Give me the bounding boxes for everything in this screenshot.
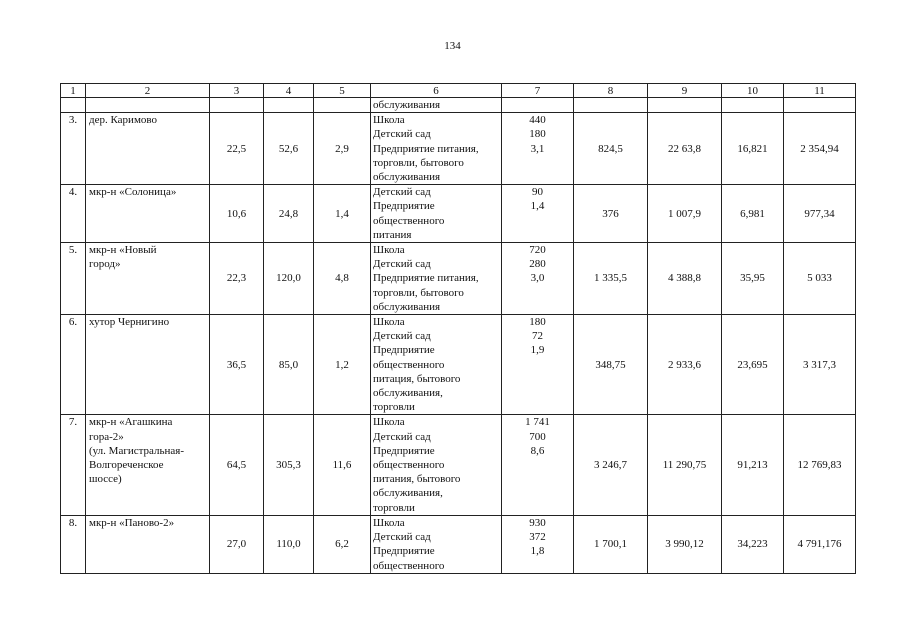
cell-line: торговли: [373, 401, 415, 414]
value-cell-col11: 3 317,3: [784, 315, 856, 415]
cell-line: Предприятие: [373, 545, 435, 558]
cell-line: 72: [532, 330, 543, 343]
cell-line: обслуживания,: [373, 387, 443, 400]
row-number-cell: 7.: [61, 415, 86, 515]
value-cell-col8: 348,75: [574, 315, 648, 415]
cell-line: Предприятие питания,: [373, 272, 479, 285]
facilities-cell: [371, 243, 502, 315]
cell-line: Школа: [373, 416, 405, 429]
cell-line: обслуживания,: [373, 487, 443, 500]
header-row: [61, 84, 856, 98]
cell-line: 1,8: [530, 545, 545, 558]
facilities-cell: [371, 315, 502, 415]
value-cell-col3: 27,0: [210, 515, 264, 573]
facilities-cell: [371, 415, 502, 515]
column-header: 2: [86, 84, 210, 98]
table-row: [61, 185, 856, 243]
value-cell-col9: 4 388,8: [648, 243, 722, 315]
cell-line: город»: [89, 258, 121, 271]
cell-line: торговли: [373, 501, 415, 514]
table-row: [61, 113, 856, 185]
cell-line: Детский сад: [373, 128, 431, 141]
location-cell: [86, 315, 210, 415]
value-cell-col3: 64,5: [210, 415, 264, 515]
table-row: [61, 243, 856, 315]
cell-line: Предприятие: [373, 200, 435, 213]
facilities-cell: [371, 185, 502, 243]
row-number-cell: 3.: [61, 113, 86, 185]
cell-line: 1,9: [530, 344, 545, 357]
cell-line: общественного: [373, 459, 445, 472]
cell-line: питация, бытового: [373, 372, 461, 385]
cell-line: 8,6: [530, 444, 545, 457]
row-number-cell: 4.: [61, 185, 86, 243]
value-cell-col5: 1,4: [314, 185, 371, 243]
cell-line: Детский сад: [373, 531, 431, 544]
value-cell-col5: 1,2: [314, 315, 371, 415]
value-cell-col8: 1 700,1: [574, 515, 648, 573]
column-header: 9: [648, 84, 722, 98]
cell-line: питания, бытового: [373, 473, 461, 486]
value-cell-col4: 110,0: [264, 515, 314, 573]
value-cell-col8: 1 335,5: [574, 243, 648, 315]
value-cell-col10: 35,95: [722, 243, 784, 315]
cell-line: общественного: [373, 214, 445, 227]
value-cell-col4: 120,0: [264, 243, 314, 315]
column-header: 5: [314, 84, 371, 98]
value-cell-col11: 5 033: [784, 243, 856, 315]
value-cell-col9: 2 933,6: [648, 315, 722, 415]
cell-line: мкр-н «Паново-2»: [89, 516, 175, 529]
cell-line: 3,1: [530, 142, 545, 155]
cell-line: Школа: [373, 114, 405, 127]
value-cell-col11: 2 354,94: [784, 113, 856, 185]
value-cell-col9: 3 990,12: [648, 515, 722, 573]
cell-line: 720: [529, 244, 546, 257]
value-cell-col8: 824,5: [574, 113, 648, 185]
value-cell-col4: 24,8: [264, 185, 314, 243]
column-header: 11: [784, 84, 856, 98]
facilities-cell: [371, 515, 502, 573]
cell-line: гора-2»: [89, 430, 124, 443]
column-header: 6: [371, 84, 502, 98]
page-number: 134: [444, 40, 461, 52]
location-cell: [86, 515, 210, 573]
cell-line: питания: [373, 228, 412, 241]
value-cell-col11: 977,34: [784, 185, 856, 243]
capacity-cell: [502, 515, 574, 573]
column-header: 1: [61, 84, 86, 98]
cell-line: Школа: [373, 316, 405, 329]
column-header: 8: [574, 84, 648, 98]
data-table: [60, 83, 856, 574]
cell-line: хутор Чернигино: [89, 316, 170, 329]
value-cell-col11: 12 769,83: [784, 415, 856, 515]
cell-line: Предприятие: [373, 444, 435, 457]
cell-line: Детский сад: [373, 186, 431, 199]
cell-line: мкр-н «Агашкина: [89, 416, 173, 429]
capacity-cell: [502, 315, 574, 415]
value-cell-col10: 16,821: [722, 113, 784, 185]
value-cell-col3: 36,5: [210, 315, 264, 415]
value-cell-col8: 3 246,7: [574, 415, 648, 515]
cell-line: Предприятие: [373, 344, 435, 357]
table-row: [61, 515, 856, 573]
value-cell-col10: 34,223: [722, 515, 784, 573]
value-cell-col3: 22,3: [210, 243, 264, 315]
cell-line: Предприятие питания,: [373, 142, 479, 155]
facilities-cell: [371, 113, 502, 185]
cell-line: общественного: [373, 358, 445, 371]
value-cell-col4: 52,6: [264, 113, 314, 185]
cell-line: 180: [529, 316, 546, 329]
cell-line: 440: [529, 114, 546, 127]
cell-line: 1,4: [530, 200, 545, 213]
cell-line: торговли, бытового: [373, 156, 464, 169]
cell-line: общественного: [373, 559, 445, 572]
value-cell-col5: 6,2: [314, 515, 371, 573]
value-cell-col10: 6,981: [722, 185, 784, 243]
capacity-cell: [502, 243, 574, 315]
cell-line: 700: [529, 430, 546, 443]
capacity-cell: [502, 113, 574, 185]
value-cell-col3: 10,6: [210, 185, 264, 243]
row-number-cell: 5.: [61, 243, 86, 315]
value-cell-col10: 91,213: [722, 415, 784, 515]
column-header: 7: [502, 84, 574, 98]
value-cell-col9: 1 007,9: [648, 185, 722, 243]
cell-line: 930: [529, 516, 546, 529]
column-header: 3: [210, 84, 264, 98]
column-header: 10: [722, 84, 784, 98]
location-cell: [86, 185, 210, 243]
cell-line: обслуживания: [373, 99, 441, 111]
value-cell-col3: 22,5: [210, 113, 264, 185]
cell-line: шоссе): [89, 473, 122, 486]
cell-line: 180: [529, 128, 546, 141]
cell-line: Детский сад: [373, 330, 431, 343]
cell-line: обслуживания: [373, 171, 441, 184]
cell-line: 372: [529, 531, 546, 544]
table-row: [61, 315, 856, 415]
capacity-cell: [502, 185, 574, 243]
value-cell-col5: 4,8: [314, 243, 371, 315]
cell-line: (ул. Магистральная-: [89, 444, 185, 457]
value-cell-col4: 85,0: [264, 315, 314, 415]
value-cell-col5: 11,6: [314, 415, 371, 515]
cell-line: Волгореченское: [89, 459, 164, 472]
value-cell-col4: 305,3: [264, 415, 314, 515]
location-cell: [86, 415, 210, 515]
cell-line: 3,0: [530, 272, 545, 285]
table-row: [61, 415, 856, 515]
capacity-cell: [502, 415, 574, 515]
value-cell-col11: 4 791,176: [784, 515, 856, 573]
continuation-row: [61, 98, 856, 113]
location-cell: [86, 113, 210, 185]
location-cell: [86, 243, 210, 315]
cell-line: мкр-н «Солоница»: [89, 186, 177, 199]
cell-line: Школа: [373, 244, 405, 257]
cell-line: 1 741: [525, 416, 550, 429]
value-cell-col9: 11 290,75: [648, 415, 722, 515]
cell-line: Школа: [373, 516, 405, 529]
cell-line: торговли, бытового: [373, 286, 464, 299]
cell-line: дер. Каримово: [89, 114, 158, 127]
cell-line: мкр-н «Новый: [89, 244, 157, 257]
row-number-cell: 6.: [61, 315, 86, 415]
cell-line: обслуживания: [373, 300, 441, 313]
cell-line: Детский сад: [373, 258, 431, 271]
row-number-cell: 8.: [61, 515, 86, 573]
value-cell-col9: 22 63,8: [648, 113, 722, 185]
value-cell-col5: 2,9: [314, 113, 371, 185]
cell-line: 90: [532, 186, 543, 199]
value-cell-col8: 376: [574, 185, 648, 243]
cell-line: 280: [529, 258, 546, 271]
column-header: 4: [264, 84, 314, 98]
value-cell-col10: 23,695: [722, 315, 784, 415]
cell-line: Детский сад: [373, 430, 431, 443]
